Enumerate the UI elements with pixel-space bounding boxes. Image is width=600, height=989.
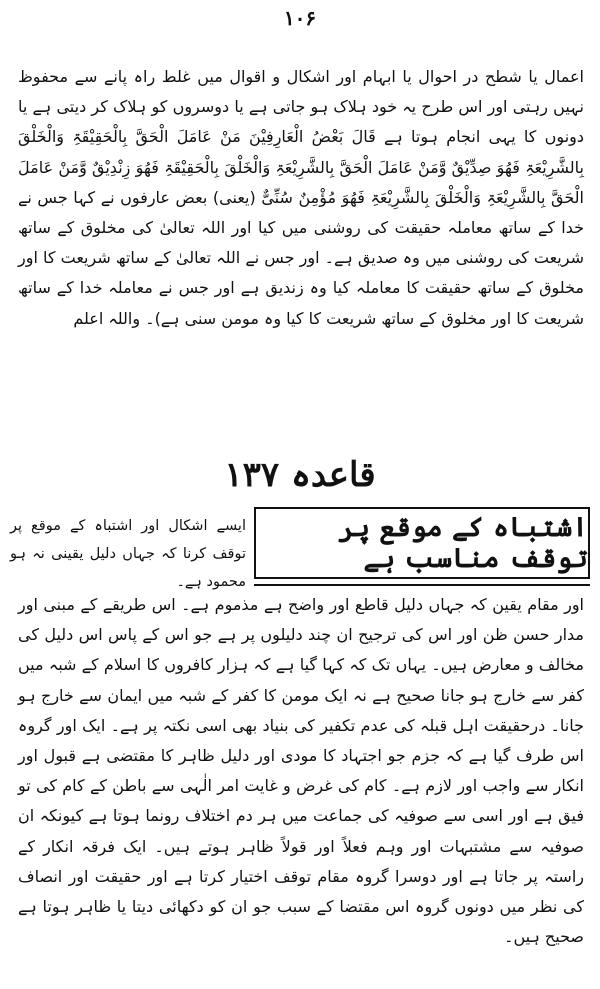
rule-heading: قاعدہ ۱۳۷ [224, 455, 376, 495]
boxed-rule-title [254, 507, 590, 579]
title-underline [254, 584, 590, 586]
side-note: ایسے اشکال اور اشتباہ کے موقع پر توقف کرنا کہ جہاں دلیل یقینی نہ ہو محمود ہے۔ [10, 518, 246, 590]
boxed-rule-title-text: اشتباہ کے موقع پر توقف مناسب ہے [338, 512, 588, 574]
page-number: ۱۰۶ [283, 6, 317, 30]
paragraph-2: اور مقام یقین کہ جہاں دلیل قاطع اور واضح ہے مذموم ہے۔ اس طریقے کے مبنی اور مدار حسن ظن اور اس کی ترجیح ان چند دلیلوں پر ہے جو اس کے پاس اس دلیل کی مخالف و معارض ہیں۔ یہاں تک کہ کہا گیا ہے کہ ہزار کافروں کا اسلام کے شبہ میں کفر سے خارج ہو جانا صحیح ہے نہ ایک مومن کا کفر کے شبہ میں ایمان سے خارج ہو جانا۔ درحقیقت اہل قبلہ کی عدم تکفیر کی بنیاد بھی اسی نکتہ پر ہے۔ ایک اور گروہ اس طرف گیا ہے کہ جزم جو اجتہاد کا مودی اور دلیل ظاہر کا مقتضی ہے قبول اور انکار سے واجب اور لازم ہے۔ کام کی غرض و غایت امر الٰہی سے باطن کے کام کی تو فیق ہے اور اسی سے صوفیہ کی جماعت میں ہر دم اختلاف رونما ہوتا ہے کیونکہ ان صوفیہ سے مشتبہات اور وہم فعلاً اور قولاً ظاہر ہوتے ہیں۔ ایک فرقہ انکار کے راستہ پر جاتا ہے اور دوسرا گروہ مقام توقف اختیار کرتا ہے اور حقیقت اور انصاف کی نظر میں دونوں گروہ اس مقتضا کے سبب جو ان کو دکھائی دیتا یا ظاہر ہوتا ہے صحیح ہیں۔ [18, 595, 584, 947]
paragraph-1: اعمال یا شطح در احوال یا ابہام اور اشکال و اقوال میں غلط راہ پانے سے محفوظ نہیں رہتی اور اس طرح یہ خود ہلاک ہو جاتی ہے یا دوسروں کو ہلاک کر دیتی ہے یا دونوں کا یہی انجام ہوتا ہے قَالَ بَعْضُ الْعَارِفِیْنَ مَنْ عَامَلَ الْحَقَّ بِالْحَقِیْقَۃِ وَالْخَلْقَ بِالشَّرِیْعَۃِ فَھُوَ صِدِّیْقٌ وَّمَنْ عَامَلَ الْحَقَّ بِالشَّرِیْعَۃِ وَالْخَلْقَ بِالْحَقِیْقَۃِ فَھُوَ زِنْدِیْقٌ وَّمَنْ عَامَلَ الْحَقَّ بِالشَّرِیْعَۃِ وَالْخَلْقَ بِالشَّرِیْعَۃِ فَھُوَ مُؤْمِنٌ سُنِّیٌّ (یعنی) بعض عارفوں نے کہا جس نے خدا کے ساتھ معاملہ حقیقت کی روشنی میں کیا اور اللہ تعالیٰ کی مخلوق کے ساتھ شریعت کی روشنی میں وہ صدیق ہے۔ اور جس نے اللہ تعالیٰ کے ساتھ شریعت کا اور مخلوق کے ساتھ حقیقت کا معاملہ کیا وہ زندیق ہے اور جس نے معاملہ خدا کے ساتھ شریعت کا اور مخلوق کے ساتھ شریعت کا کیا وہ مومن سنی ہے)۔ واللہ اعلم [18, 67, 584, 328]
